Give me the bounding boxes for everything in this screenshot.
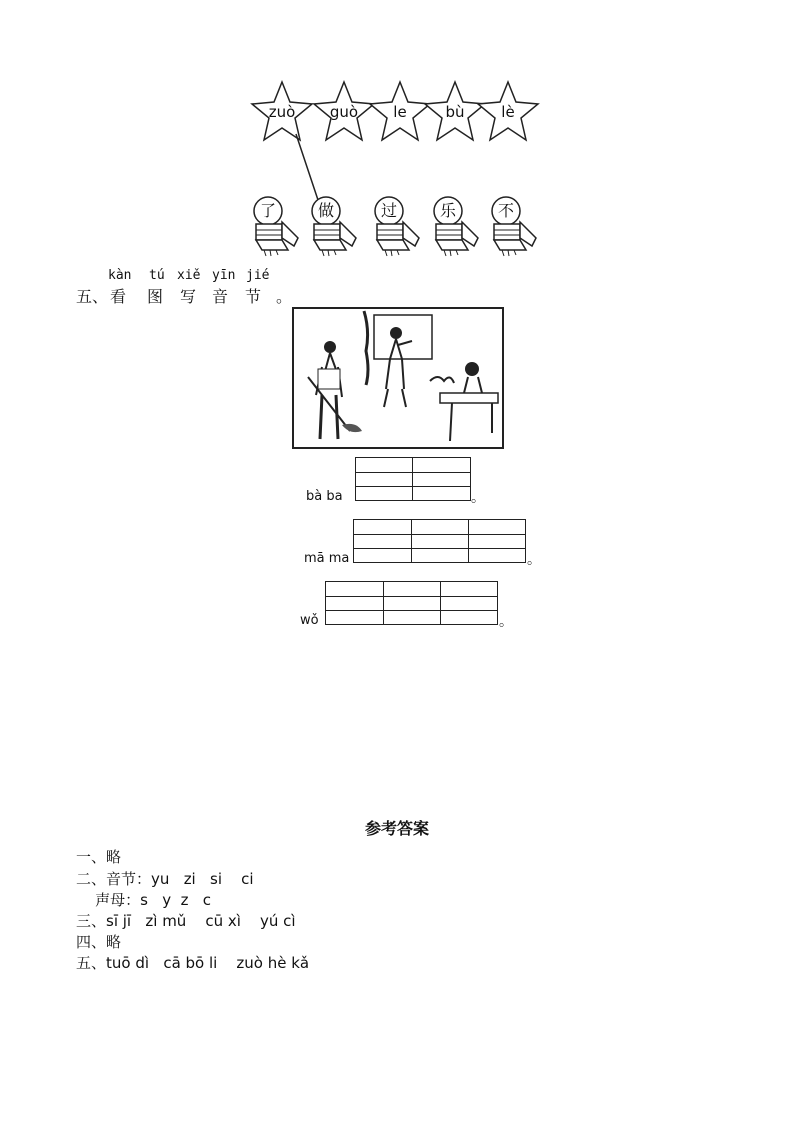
star-pinyin: bù [445, 103, 465, 121]
rocket-character: 不 [497, 201, 514, 220]
rocket-card[interactable] [369, 192, 425, 258]
writing-grid[interactable] [325, 581, 498, 625]
pinyin-tu: tú [149, 268, 165, 283]
answer-key-title: 参考答案 [364, 819, 429, 838]
pinyin-yin: yīn [212, 268, 236, 283]
family-cleaning-illustration [292, 307, 504, 449]
rocket-card[interactable] [306, 192, 362, 258]
row-period: 。 [471, 490, 485, 506]
star-pinyin: le [393, 103, 407, 121]
rocket-character: 了 [259, 201, 276, 220]
answer-line: 声母：s y z c [76, 891, 212, 909]
pinyin-jie: jié [246, 268, 270, 283]
row-pinyin-label: wǒ [300, 613, 319, 628]
star-pinyin: lè [501, 103, 515, 121]
answer-line: 一、略 [76, 848, 122, 866]
writing-grid[interactable] [353, 519, 526, 563]
heading-char: 节 [245, 287, 262, 306]
rocket-character: 做 [317, 201, 334, 220]
star-pinyin: zuò [268, 103, 296, 121]
row-pinyin-label: bà ba [306, 489, 343, 504]
row-period: 。 [499, 614, 513, 630]
section-number: 五、 [76, 287, 109, 306]
answer-line: 四、略 [76, 933, 122, 951]
heading-char: 看 [110, 287, 127, 306]
rocket-character: 过 [380, 201, 397, 220]
answer-line: 五、tuō dì cā bō li zuò hè kǎ [76, 954, 310, 972]
heading-char: 写 [180, 287, 197, 306]
writing-grid[interactable] [355, 457, 471, 501]
rocket-card[interactable] [248, 192, 304, 258]
heading-char: 图 [147, 287, 164, 306]
pinyin-kan: kàn [108, 268, 132, 283]
heading-char: 音 [212, 287, 229, 306]
star-pinyin: guò [329, 103, 359, 121]
answer-line: 三、sī jī zì mǔ cū xì yú cì [76, 912, 296, 930]
row-period: 。 [527, 552, 541, 568]
heading-period: 。 [276, 287, 293, 306]
rocket-card[interactable] [486, 192, 542, 258]
row-pinyin-label: mā ma [304, 551, 350, 566]
pinyin-xie: xiě [177, 268, 201, 283]
rocket-card[interactable] [428, 192, 484, 258]
rocket-character: 乐 [439, 201, 456, 220]
answer-line: 二、音节：yu zi si ci [76, 870, 254, 888]
